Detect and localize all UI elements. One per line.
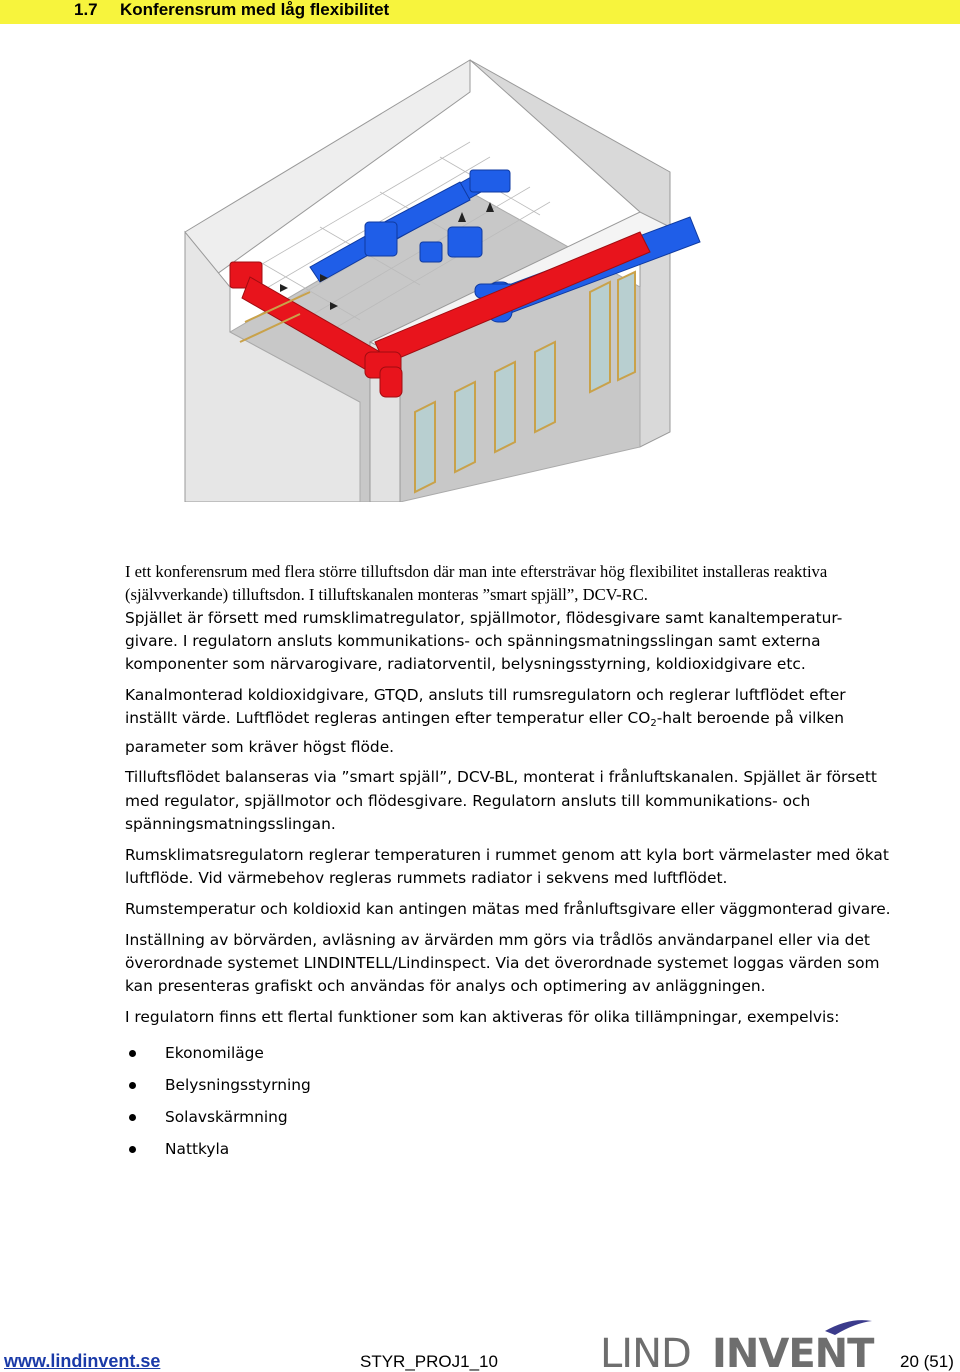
- lindinvent-logo: [600, 1317, 880, 1372]
- list-item: [125, 1069, 895, 1101]
- list-item: [125, 1133, 895, 1165]
- bullet-icon: [129, 1146, 136, 1153]
- co2-subscript: 2: [650, 718, 657, 730]
- bullet-icon: [129, 1114, 136, 1121]
- paragraph-7: I regulatorn finns ett flertal funktioner som kan aktiveras för olika tillämpningar, exempelvis:: [125, 1008, 840, 1027]
- document-id: STYR_PROJ1_10: [360, 1352, 498, 1371]
- paragraph-1-sans: Spjället är försett med rumsklimatregulator, spjällmotor, flödesgivare samt kanaltemperatur-givare. I regulatorn ansluts kommunikations- och spänningsmatningsslingan samt externa komponenter som närvarogivare, radiatorventil, belysningsstyrning, koldioxidgivare etc.: [125, 608, 843, 674]
- section-heading: [0, 0, 960, 24]
- conference-room-illustration: [170, 52, 710, 502]
- page-number: 20 (51): [900, 1352, 954, 1371]
- svg-text:INVENT: INVENT: [712, 1331, 874, 1372]
- list-item-label: Nattkyla: [165, 1139, 230, 1158]
- page-footer: [0, 1315, 960, 1372]
- list-item: [125, 1037, 895, 1069]
- function-list: [125, 1037, 895, 1165]
- bullet-icon: [129, 1050, 136, 1057]
- section-title: Konferensrum med låg flexibilitet: [120, 0, 390, 19]
- bullet-icon: [129, 1082, 136, 1089]
- list-item-label: Ekonomiläge: [165, 1043, 264, 1062]
- paragraph-1-serif: I ett konferensrum med flera större tilluftsdon där man inte eftersträvar hög flexibilitet installeras reaktiva (självverkande) tilluftsdon. I tilluftskanalen monteras ”smart spjäll”, DCV-RC.: [125, 562, 828, 605]
- paragraph-2-part-b: -halt beroende på vilken parameter som kräver högst flöde.: [125, 709, 844, 756]
- paragraph-5: Rumstemperatur och koldioxid kan antingen mätas med frånluftsgivare eller väggmonterad givare.: [125, 899, 891, 918]
- list-item: [125, 1101, 895, 1133]
- paragraph-4: Rumsklimatsregulatorn reglerar temperaturen i rummet genom att kyla bort värmelaster med ökat luftflöde. Vid värmebehov regleras rummets radiator i sekvens med luftflödet.: [125, 845, 889, 888]
- paragraph-2: [125, 684, 895, 759]
- body-text: [125, 560, 895, 1165]
- list-item-label: Belysningsstyrning: [165, 1075, 311, 1094]
- svg-text:LIND: LIND: [600, 1331, 691, 1372]
- paragraph-2-part-a: Kanalmonterad koldioxidgivare, GTQD, ansluts till rumsregulatorn och reglerar luftflödet efter inställt värde. Luftflödet regleras antingen efter temperatur eller CO: [125, 685, 846, 728]
- section-number: 1.7: [74, 0, 98, 19]
- paragraph-6: Inställning av börvärden, avläsning av ärvärden mm görs via trådlös användarpanel eller via det överordnade systemet LINDINTELL/Lindinspect. Via det överordnade systemet loggas värden som kan presenteras grafiskt och användas för analys och optimering av anläggningen.: [125, 930, 880, 996]
- paragraph-3: Tilluftsflödet balanseras via ”smart spjäll”, DCV-BL, monterat i frånluftskanalen. Spjället är försett med regulator, spjällmotor och flödesgivare. Regulatorn ansluts till kommunikations- och spänningsmatningsslingan.: [125, 768, 877, 833]
- website-link[interactable]: www.lindinvent.se: [4, 1351, 161, 1371]
- list-item-label: Solavskärmning: [165, 1107, 288, 1126]
